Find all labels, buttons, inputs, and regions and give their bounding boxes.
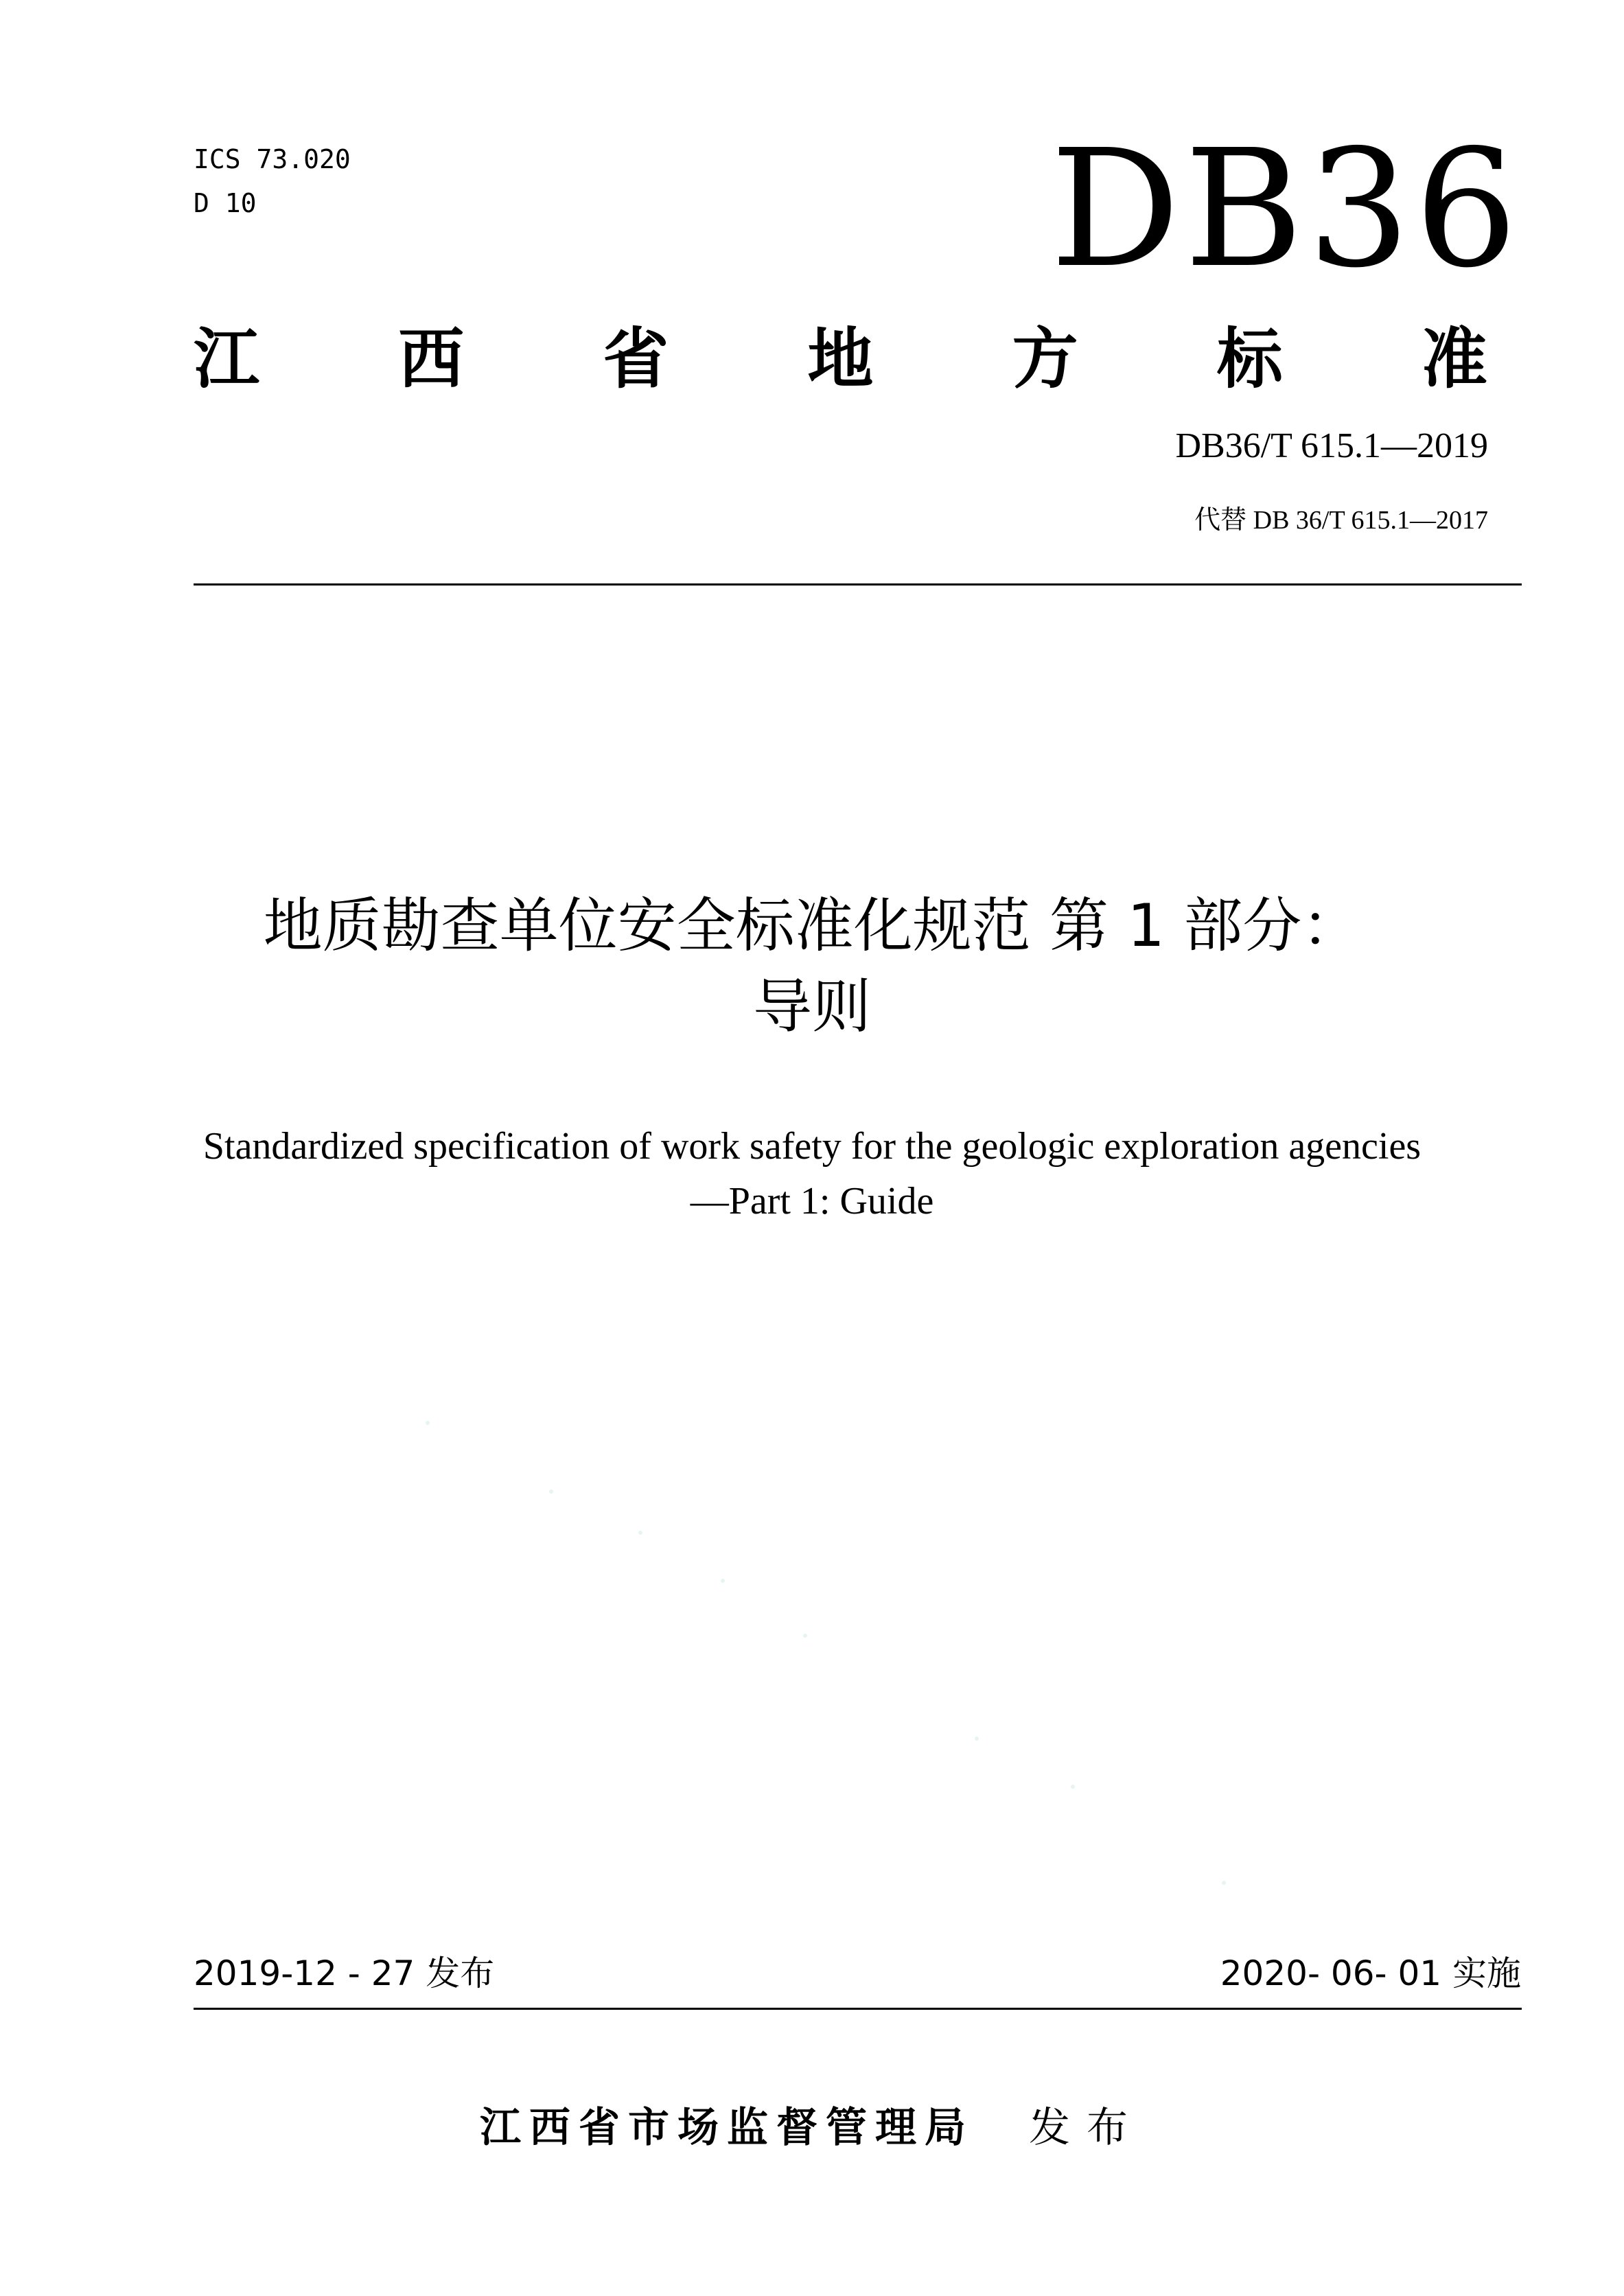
classification-codes: [194, 137, 351, 225]
standard-type-char: 方: [1012, 320, 1078, 397]
issue-date: 2019-12 - 27 发布: [194, 1953, 495, 1993]
title-english-line-1: Standardized specification of work safety for the geologic exploration agencies: [202, 1125, 1422, 1168]
footer-divider: [194, 2008, 1522, 2010]
standard-type-char: 江: [194, 320, 259, 397]
issuing-authority: [0, 2100, 1624, 2155]
replaces-standard: 代替 DB 36/T 615.1—2017: [1194, 506, 1488, 535]
scan-speck: [426, 1421, 430, 1425]
standard-type-char: 准: [1421, 320, 1487, 397]
scan-speck: [721, 1579, 725, 1583]
title-chinese-line-1: 地质勘查单位安全标准化规范 第 1 部分：: [263, 892, 1361, 960]
header-divider: [194, 583, 1522, 585]
scan-speck: [638, 1531, 642, 1535]
standard-type-char: 标: [1216, 320, 1283, 397]
title-english: [0, 1119, 1624, 1229]
ics-code: ICS 73.020: [194, 144, 351, 174]
standard-type-heading: [194, 302, 1487, 405]
scan-speck: [803, 1634, 807, 1638]
scan-speck: [1071, 1785, 1075, 1789]
title-chinese-line-2: 导则: [753, 973, 871, 1041]
scan-speck: [1222, 1881, 1226, 1885]
title-chinese: [0, 885, 1624, 1047]
scan-speck: [975, 1737, 979, 1741]
standard-logo: DB36: [1050, 115, 1522, 303]
standard-type-char: 省: [603, 320, 669, 397]
standard-number: DB36/T 615.1—2019: [1175, 426, 1488, 465]
title-english-line-2: —Part 1: Guide: [690, 1180, 934, 1222]
standard-type-char: 西: [398, 320, 465, 397]
standard-type-char: 地: [807, 320, 874, 397]
issuer-action: 发布: [1029, 2104, 1144, 2152]
issuer-name: 江西省市场监督管理局: [480, 2104, 974, 2152]
implementation-date: 2020- 06- 01 实施: [1220, 1953, 1521, 1993]
scan-speck: [549, 1489, 553, 1494]
ccs-code: D 10: [194, 188, 257, 218]
